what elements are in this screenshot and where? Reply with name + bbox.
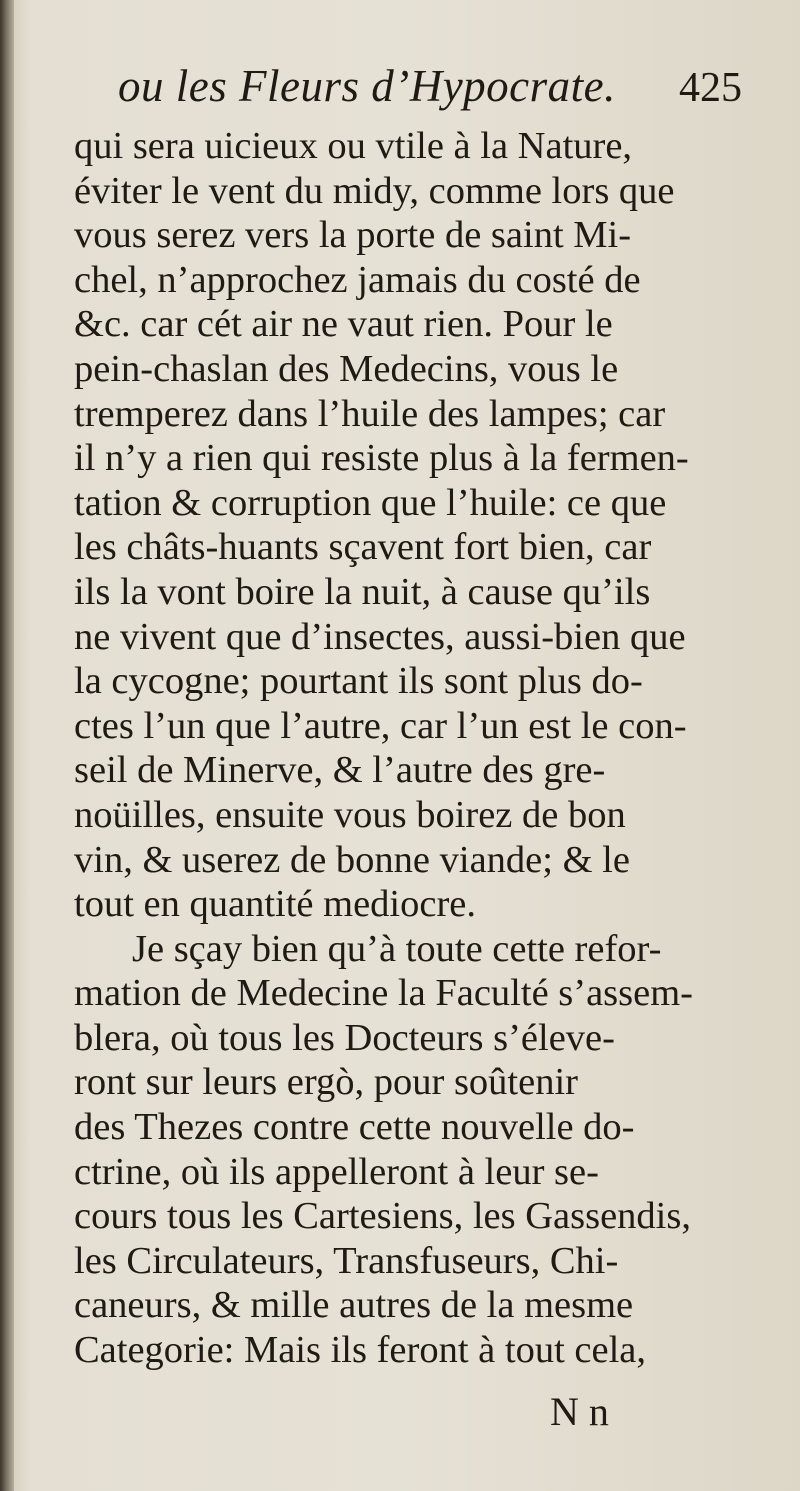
text-line: caneurs, & mille autres de la mesme: [74, 1284, 634, 1327]
page-number: 425: [679, 65, 742, 111]
text-line: tremperez dans l’huile des lampes; car: [74, 392, 666, 435]
catchword: N n: [550, 1389, 609, 1434]
text-line: éviter le vent du midy, comme lors que: [74, 169, 675, 212]
text-line: les châts-huants sçavent fort bien, car: [74, 526, 652, 569]
binding-edge: [0, 0, 14, 1491]
text-line: &c. car cét air ne vaut rien. Pour le: [74, 303, 613, 346]
text-line: Categorie: Mais ils feront à tout cela,: [74, 1329, 646, 1372]
text-line: vous serez vers la porte de saint Mi-: [74, 214, 632, 257]
text-line: des Thezes contre cette nouvelle do-: [74, 1106, 635, 1149]
text-line: blera, où tous les Docteurs s’éleve-: [74, 1016, 615, 1059]
running-title: ou les Fleurs d’Hypocrate.: [118, 61, 616, 111]
text-line: cours tous les Cartesiens, les Gassendis,: [74, 1195, 691, 1238]
text-line: il n’y a rien qui resiste plus à la fermen-: [74, 437, 689, 480]
text-line: la cycogne; pourtant ils sont plus do-: [74, 660, 643, 703]
text-line: mation de Medecine la Faculté s’assem-: [74, 972, 693, 1015]
text-line: les Circulateurs, Transfuseurs, Chi-: [74, 1239, 619, 1282]
text-line: tation & corruption que l’huile: ce que: [74, 481, 667, 524]
text-line: tout en quantité mediocre.: [74, 883, 476, 926]
text-line: ctes l’un que l’autre, car l’un est le con-: [74, 704, 687, 747]
text-line: ne vivent que d’insectes, aussi-bien que: [74, 615, 686, 658]
text-line: qui sera uicieux ou vtile à la Nature,: [74, 125, 633, 167]
body-text: [74, 124, 752, 1373]
text-line: vin, & userez de bonne viande; & le: [74, 838, 630, 881]
text-line: ils la vont boire la nuit, à cause qu’ils: [74, 570, 651, 613]
text-line: ront sur leurs ergò, pour soûtenir: [74, 1061, 578, 1104]
text-line: seil de Minerve, & l’autre des gre-: [74, 749, 606, 792]
running-head: [74, 60, 752, 124]
paragraph-start-line: Je sçay bien qu’à toute cette refor-: [132, 927, 662, 970]
text-line: pein-chaslan des Medecins, vous le: [74, 347, 619, 390]
text-line: ctrine, où ils appelleront à leur se-: [74, 1150, 599, 1193]
text-line: noüilles, ensuite vous boirez de bon: [74, 793, 626, 836]
text-line: chel, n’approchez jamais du costé de: [74, 258, 641, 301]
